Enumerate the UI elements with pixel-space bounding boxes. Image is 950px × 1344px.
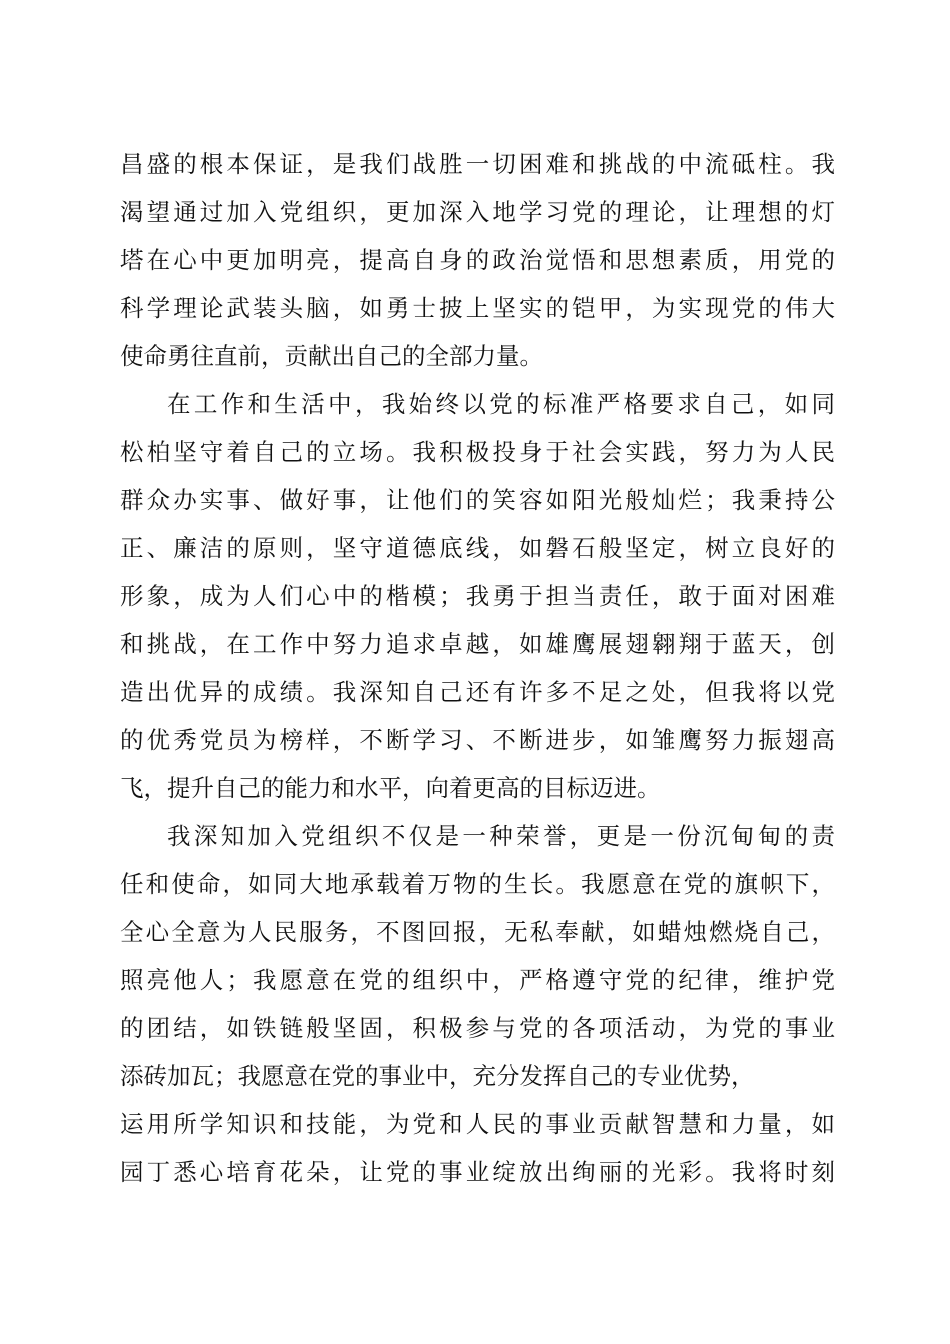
text-line: 形象，成为人们心中的楷模；我勇于担当责任，敢于面对困难: [120, 582, 835, 610]
text-line: 我深知加入党组织不仅是一种荣誉，更是一份沉甸甸的责: [167, 822, 835, 850]
text-line: 正、廉洁的原则，坚守道德底线，如磐石般坚定，树立良好的: [120, 534, 835, 562]
paragraph: [120, 380, 835, 812]
text-line: 园丁悉心培育花朵，让党的事业绽放出绚丽的光彩。我将时刻: [120, 1158, 835, 1186]
text-line: 松柏坚守着自己的立场。我积极投身于社会实践，努力为人民: [120, 438, 835, 466]
text-line: 群众办实事、做好事，让他们的笑容如阳光般灿烂；我秉持公: [120, 486, 835, 514]
text-line: 任和使命，如同大地承载着万物的生长。我愿意在党的旗帜下，: [120, 870, 835, 898]
body-text: [120, 140, 835, 1196]
text-line: 的优秀党员为榜样，不断学习、不断进步，如雏鹰努力振翅高: [120, 726, 835, 754]
text-line: 昌盛的根本保证，是我们战胜一切困难和挑战的中流砥柱。我: [120, 150, 835, 178]
text-line: 渴望通过加入党组织，更加深入地学习党的理论，让理想的灯: [120, 198, 835, 226]
text-line: 运用所学知识和技能，为党和人民的事业贡献智慧和力量，如: [120, 1110, 835, 1138]
text-line: 全心全意为人民服务，不图回报，无私奉献，如蜡烛燃烧自己，: [120, 918, 835, 946]
text-line: 照亮他人；我愿意在党的组织中，严格遵守党的纪律，维护党: [120, 966, 835, 994]
paragraph: [120, 812, 835, 1196]
text-line: 塔在心中更加明亮，提高自身的政治觉悟和思想素质，用党的: [120, 246, 835, 274]
text-line: 使命勇往直前，贡献出自己的全部力量。: [120, 342, 543, 370]
text-line: 科学理论武装头脑，如勇士披上坚实的铠甲，为实现党的伟大: [120, 294, 835, 322]
paragraph: [120, 140, 835, 380]
text-line: 的团结，如铁链般坚固，积极参与党的各项活动，为党的事业: [120, 1014, 835, 1042]
text-line: 添砖加瓦；我愿意在党的事业中，充分发挥自己的专业优势，: [120, 1062, 755, 1090]
text-line: 在工作和生活中，我始终以党的标准严格要求自己，如同: [167, 390, 835, 418]
text-line: 和挑战，在工作中努力追求卓越，如雄鹰展翅翱翔于蓝天，创: [120, 630, 835, 658]
text-line: 飞，提升自己的能力和水平，向着更高的目标迈进。: [120, 774, 661, 802]
text-line: 造出优异的成绩。我深知自己还有许多不足之处，但我将以党: [120, 678, 835, 706]
